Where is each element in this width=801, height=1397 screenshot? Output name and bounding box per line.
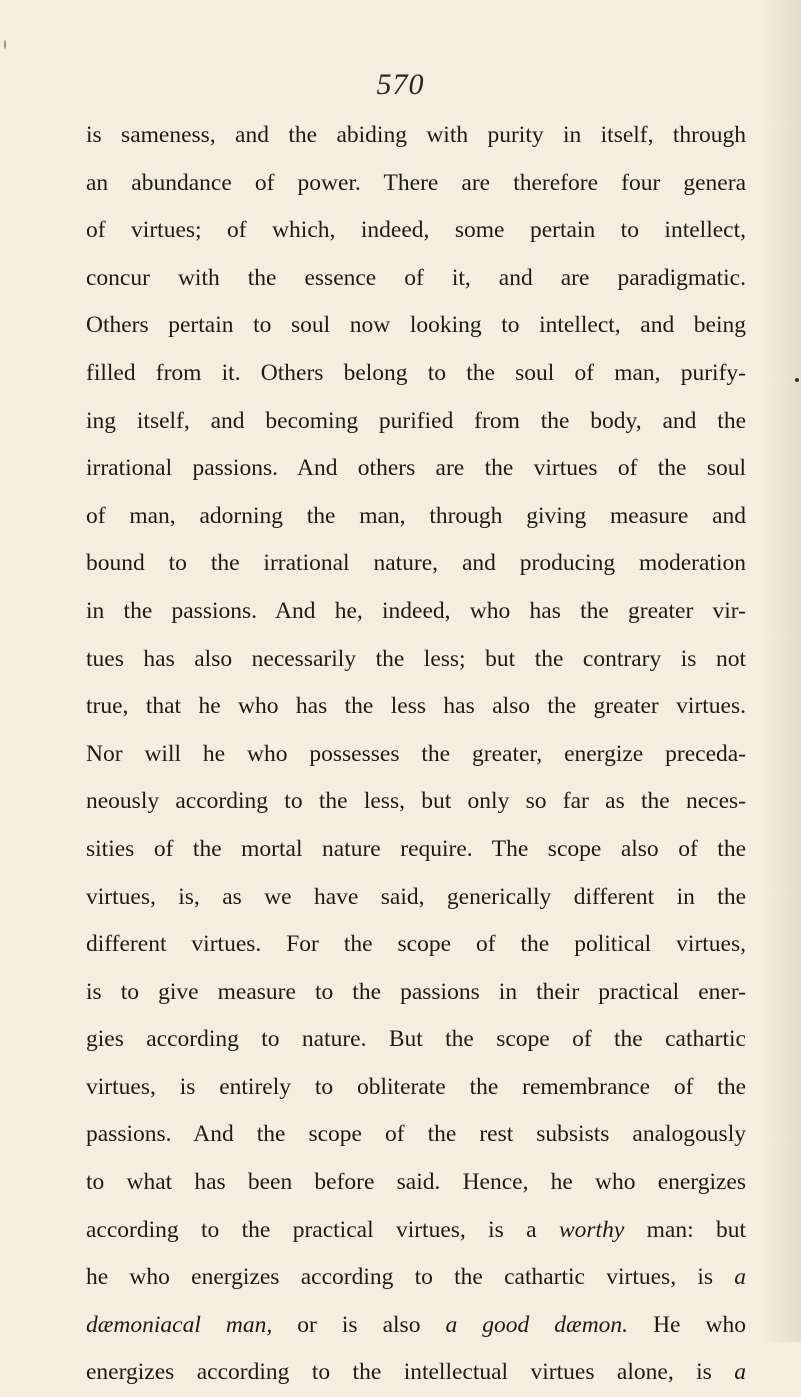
- text-segment: an abundance of power. There are therefore four genera: [86, 169, 746, 196]
- text-line: [86, 683, 746, 731]
- text-segment: or is also: [272, 1311, 446, 1338]
- italic-text-segment: a good dæmon.: [445, 1311, 629, 1338]
- text-line: [86, 874, 746, 922]
- text-segment: bound to the irrational nature, and producing moderation: [86, 550, 746, 577]
- text-segment: tues has also necessarily the less; but the contrary is not: [86, 645, 746, 672]
- text-line: [86, 969, 746, 1017]
- text-line: [86, 1016, 746, 1064]
- italic-text-segment: a: [734, 1264, 746, 1291]
- text-line: [86, 921, 746, 969]
- text-line: [86, 1254, 746, 1302]
- text-line: [86, 445, 746, 493]
- body-text: [86, 112, 746, 1397]
- text-line: [86, 636, 746, 684]
- text-segment: gies according to nature. But the scope of the cathartic: [86, 1026, 746, 1053]
- text-segment: neously according to the less, but only so far as the neces-: [86, 788, 746, 815]
- text-line: [86, 112, 746, 160]
- text-line: [86, 731, 746, 779]
- ink-speck: [795, 378, 799, 382]
- text-line: [86, 398, 746, 446]
- text-line: [86, 1064, 746, 1112]
- ink-speck: [4, 40, 6, 49]
- text-segment: sities of the mortal nature require. The scope also of the: [86, 835, 746, 862]
- text-segment: man: but: [624, 1216, 746, 1243]
- text-segment: of virtues; of which, indeed, some pertain to intellect,: [86, 217, 746, 244]
- text-segment: filled from it. Others belong to the soul of man, purify-: [86, 359, 746, 386]
- text-line: [86, 588, 746, 636]
- text-segment: Nor will he who possesses the greater, energize preceda-: [86, 740, 746, 767]
- text-segment: to what has been before said. Hence, he who energizes: [86, 1169, 746, 1196]
- text-line: [86, 350, 746, 398]
- page-number: 570: [376, 68, 425, 101]
- text-segment: he who energizes according to the cathartic virtues, is: [86, 1264, 735, 1291]
- text-segment: irrational passions. And others are the virtues of the soul: [86, 455, 746, 482]
- text-line: [86, 1349, 746, 1397]
- text-segment: energizes according to the intellectual virtues alone, is: [86, 1359, 735, 1386]
- italic-text-segment: dæmoniacal man,: [86, 1311, 273, 1338]
- text-segment: virtues, is entirely to obliterate the remembrance of the: [86, 1073, 746, 1100]
- text-segment: different virtues. For the scope of the political virtues,: [86, 931, 746, 958]
- text-segment: according to the practical virtues, is a: [86, 1216, 559, 1243]
- text-segment: He who: [628, 1311, 746, 1338]
- text-line: [86, 493, 746, 541]
- text-segment: is to give measure to the passions in their practical ener-: [86, 978, 746, 1005]
- text-line: [86, 826, 746, 874]
- text-segment: Others pertain to soul now looking to intellect, and being: [86, 312, 746, 339]
- text-segment: in the passions. And he, indeed, who has the greater vir-: [86, 597, 746, 624]
- text-line: [86, 302, 746, 350]
- text-segment: virtues, is, as we have said, generically different in the: [86, 883, 746, 910]
- italic-text-segment: worthy: [558, 1216, 625, 1243]
- text-segment: passions. And the scope of the rest subsists analogously: [86, 1121, 746, 1148]
- text-segment: ing itself, and becoming purified from the body, and the: [86, 407, 746, 434]
- text-line: [86, 1111, 746, 1159]
- italic-text-segment: a: [734, 1359, 746, 1386]
- text-segment: of man, adorning the man, through giving measure and: [86, 502, 746, 529]
- text-segment: is sameness, and the abiding with purity in itself, through: [86, 122, 746, 148]
- text-segment: concur with the essence of it, and are paradigmatic.: [86, 264, 746, 291]
- text-line: [86, 1302, 746, 1350]
- text-line: [86, 778, 746, 826]
- text-line: [86, 160, 746, 208]
- text-line: [86, 207, 746, 255]
- text-line: [86, 540, 746, 588]
- text-line: [86, 255, 746, 303]
- text-segment: true, that he who has the less has also the greater virtues.: [86, 693, 746, 720]
- text-line: [86, 1207, 746, 1255]
- text-line: [86, 1159, 746, 1207]
